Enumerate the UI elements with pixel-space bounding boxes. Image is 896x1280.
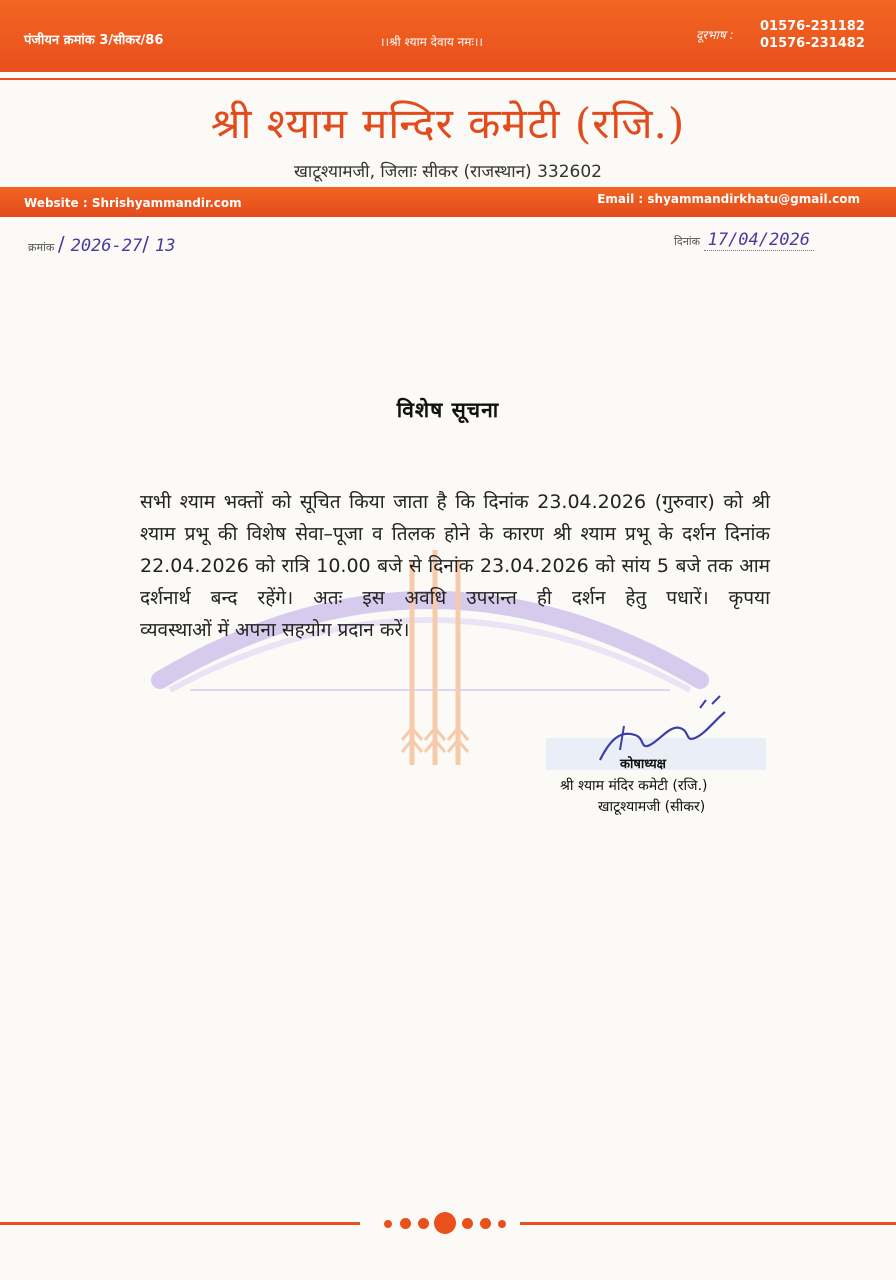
notice-line-1: सभी श्याम भक्तों को सूचित किया जाता है कि दिनांक 23.04.2026 bbox=[140, 491, 647, 513]
footer-dot bbox=[462, 1218, 473, 1229]
reference-label: क्रमांक bbox=[28, 241, 55, 254]
footer-dot bbox=[498, 1220, 506, 1228]
header-divider bbox=[0, 78, 896, 80]
phone-label: दूरभाष : bbox=[696, 28, 734, 42]
reference-value: 2026-27 bbox=[70, 236, 143, 256]
notice-line-4: बजे से दिनांक 23.04.2026 को सांय 5 बजे तक आम दर्शनार्थ बन्द bbox=[140, 555, 770, 609]
notice-heading: विशेष सूचना bbox=[396, 398, 500, 422]
footer-dot bbox=[384, 1220, 392, 1228]
phone-number-1: 01576-231182 bbox=[760, 19, 865, 34]
footer-line-right bbox=[520, 1222, 896, 1225]
mantra-text: ।।श्री श्याम देवाय नमः।। bbox=[380, 35, 483, 49]
footer-dot-large bbox=[434, 1212, 456, 1234]
signatory-designation: कोषाध्यक्ष bbox=[620, 757, 666, 772]
notice-body bbox=[140, 486, 770, 646]
phone-number-2: 01576-231482 bbox=[760, 36, 865, 51]
email-text: Email : shyammandirkhatu@gmail.com bbox=[597, 192, 860, 206]
reference-number: क्रमांक / 2026-27/ 13 bbox=[28, 232, 176, 256]
footer-line-left bbox=[0, 1222, 360, 1225]
reference-seq: 13 bbox=[154, 236, 176, 256]
registration-number: पंजीयन क्रमांक 3/सीकर/86 bbox=[24, 33, 164, 48]
top-header-band bbox=[0, 0, 896, 72]
footer-dot bbox=[400, 1218, 411, 1229]
date-label: दिनांक bbox=[674, 235, 701, 248]
notice-line-2: (गुरुवार) को श्री श्याम प्रभू की विशेष सेवा–पूजा व तिलक होने के bbox=[140, 491, 770, 545]
website-text: Website : Shrishyammandir.com bbox=[24, 196, 242, 210]
phone-numbers bbox=[760, 18, 865, 52]
notice-line-6: व्यवस्थाओं में अपना सहयोग प्रदान करें। bbox=[140, 619, 410, 641]
notice-line-5: रहेंगे। अतः इस अवधि उपरान्त ही दर्शन हेतु पधारें। कृपया bbox=[257, 587, 770, 609]
notice-line-3: कारण श्री श्याम प्रभू के दर्शन दिनांक 22.04.2026 को रात्रि 10.00 bbox=[140, 523, 770, 577]
organization-title: श्री श्याम मन्दिर कमेटी (रजि.) bbox=[210, 99, 686, 148]
date-value: 17/04/2026 bbox=[704, 230, 814, 251]
footer-dot bbox=[418, 1218, 429, 1229]
signatory-organization: श्री श्याम मंदिर कमेटी (रजि.) bbox=[560, 778, 708, 794]
signatory-place: खाटूश्यामजी (सीकर) bbox=[598, 799, 706, 815]
contact-band bbox=[0, 187, 896, 217]
letter-date bbox=[674, 230, 814, 250]
footer-dot bbox=[480, 1218, 491, 1229]
organization-address: खाटूश्यामजी, जिलाः सीकर (राजस्थान) 332602 bbox=[294, 162, 602, 182]
